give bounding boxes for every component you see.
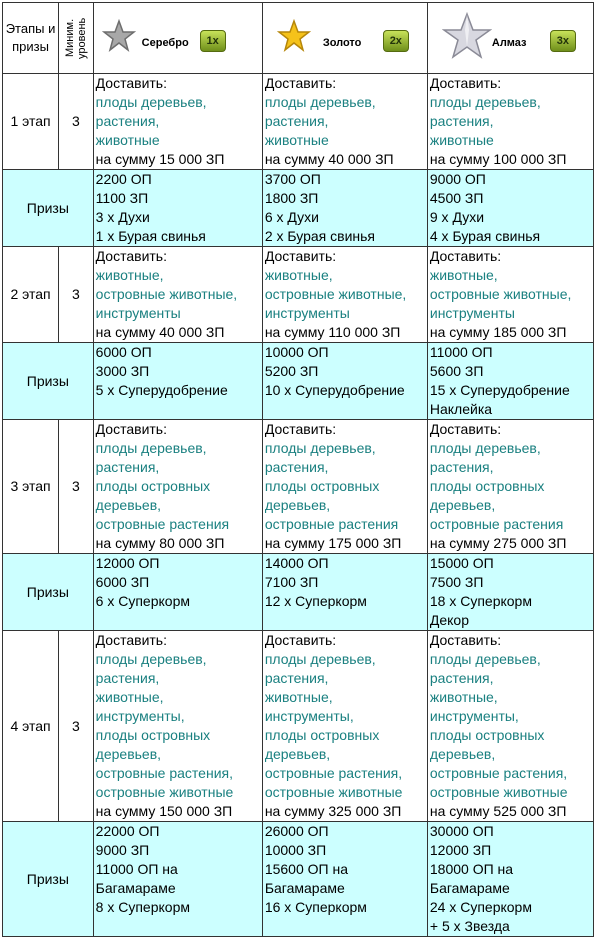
- cell-line: плоды островных: [264, 727, 380, 743]
- cell-line: 30000 ОП: [429, 823, 494, 839]
- task-cell-diamond: [427, 74, 593, 170]
- cell-line: плоды деревьев,: [264, 94, 376, 110]
- task-cell-gold: [262, 420, 427, 554]
- cell-line: 12 х Суперкорм: [264, 593, 367, 609]
- cell-line: островные животные: [429, 784, 568, 800]
- cell-line: 18000 ОП на: [429, 861, 514, 877]
- cell-line: растения,: [95, 113, 160, 129]
- cell-line: плоды деревьев,: [429, 651, 541, 667]
- task-cell-silver: [93, 420, 262, 554]
- cell-line: на сумму 150 000 ЗП: [95, 803, 233, 819]
- cell-line: плоды островных: [95, 478, 211, 494]
- cell-line: 4 х Бурая свинья: [429, 228, 541, 244]
- min-level-value: 3: [59, 247, 94, 343]
- prize-cell-gold: [262, 170, 427, 247]
- cell-line: 16 х Суперкорм: [264, 899, 367, 915]
- cell-line: 8 х Суперкорм: [95, 899, 190, 915]
- cell-line: растения,: [264, 113, 329, 129]
- cell-line: 15600 ОП на: [264, 861, 348, 877]
- cell-line: 6000 ОП: [95, 344, 152, 360]
- cell-line: Багамараме: [264, 880, 345, 896]
- cell-line: плоды деревьев,: [95, 94, 207, 110]
- cell-line: на сумму 110 000 ЗП: [264, 324, 401, 340]
- prize-label: Призы: [3, 554, 94, 631]
- tier-header-diamond: [427, 3, 593, 74]
- cell-line: плоды деревьев,: [264, 440, 376, 456]
- cell-line: 11000 ОП: [429, 344, 493, 360]
- cell-line: растения,: [264, 670, 329, 686]
- cell-line: Доставить:: [429, 421, 502, 437]
- cell-line: плоды островных: [95, 727, 211, 743]
- prize-row: [3, 822, 594, 937]
- cell-line: Доставить:: [95, 632, 167, 648]
- cell-line: на сумму 15 000 ЗП: [95, 151, 225, 167]
- cell-line: 15 х Суперудобрение: [429, 382, 570, 398]
- cell-line: 6000 ЗП: [95, 574, 150, 590]
- task-cell-silver: [93, 74, 262, 170]
- tier-diamond: [428, 3, 593, 73]
- cell-line: Доставить:: [429, 632, 502, 648]
- prize-cell-silver: [93, 170, 262, 247]
- cell-line: островные животные,: [264, 286, 407, 302]
- cell-line: 7500 ЗП: [429, 574, 484, 590]
- cell-line: на сумму 80 000 ЗП: [95, 535, 225, 551]
- level-column-header: [59, 3, 94, 74]
- cell-line: островные животные,: [95, 286, 238, 302]
- cell-line: 24 х Суперкорм: [429, 899, 532, 915]
- min-level-value: 3: [59, 631, 94, 822]
- cell-line: инструменты: [264, 305, 350, 321]
- cell-line: 6 х Духи: [264, 209, 319, 225]
- diamond-star-icon: [442, 11, 492, 61]
- prize-cell-diamond: [427, 343, 593, 420]
- cell-line: растения,: [95, 459, 160, 475]
- cell-line: на сумму 525 000 ЗП: [429, 803, 567, 819]
- cell-line: 14000 ОП: [264, 555, 329, 571]
- prize-row: [3, 170, 594, 247]
- cell-line: 10000 ЗП: [264, 842, 327, 858]
- cell-line: деревьев,: [429, 746, 496, 762]
- min-level-value: 3: [59, 420, 94, 554]
- cell-line: 2 х Бурая свинья: [264, 228, 376, 244]
- tier-name-diamond: Алмаз: [491, 37, 527, 49]
- prize-label: Призы: [3, 822, 94, 937]
- cell-line: 3000 ЗП: [95, 363, 150, 379]
- cell-line: инструменты,: [95, 708, 185, 724]
- task-cell-silver: [93, 247, 262, 343]
- prize-cell-gold: [262, 343, 427, 420]
- cell-line: 22000 ОП: [95, 823, 160, 839]
- cell-line: Доставить:: [95, 75, 167, 91]
- cell-line: животные: [429, 132, 494, 148]
- cell-line: инструменты: [95, 305, 181, 321]
- cell-line: островные растения: [429, 516, 564, 532]
- cell-line: на сумму 325 000 ЗП: [264, 803, 402, 819]
- task-cell-diamond: [427, 420, 593, 554]
- cell-line: 1800 ЗП: [264, 190, 319, 206]
- cell-line: животные,: [264, 689, 333, 705]
- stage-row: [3, 420, 594, 554]
- multiplier-badge-1x: 1x: [200, 30, 226, 52]
- stage-column-header: [3, 3, 59, 74]
- tier-header-gold: [262, 3, 427, 74]
- tier-name-silver: Серебро: [141, 37, 189, 49]
- tier-name-gold: Золото: [322, 37, 362, 49]
- cell-line: растения,: [264, 459, 329, 475]
- stage-label: 3 этап: [3, 420, 59, 554]
- cell-line: животные,: [429, 689, 498, 705]
- cell-line: Доставить:: [429, 75, 502, 91]
- cell-line: 15000 ОП: [429, 555, 494, 571]
- prize-row: [3, 343, 594, 420]
- prize-cell-diamond: [427, 554, 593, 631]
- cell-line: плоды деревьев,: [429, 94, 541, 110]
- cell-line: плоды деревьев,: [95, 440, 207, 456]
- cell-line: Доставить:: [264, 75, 337, 91]
- cell-line: на сумму 175 000 ЗП: [264, 535, 402, 551]
- cell-line: на сумму 100 000 ЗП: [429, 151, 567, 167]
- silver-star-icon: [102, 19, 136, 53]
- cell-line: животные,: [95, 689, 164, 705]
- prize-cell-diamond: [427, 822, 593, 937]
- cell-line: 5600 ЗП: [429, 363, 484, 379]
- prize-cell-silver: [93, 822, 262, 937]
- cell-line: животные,: [429, 267, 498, 283]
- tier-header-silver: [93, 3, 262, 74]
- cell-line: Доставить:: [95, 421, 167, 437]
- cell-line: 7100 ЗП: [264, 574, 319, 590]
- prize-cell-diamond: [427, 170, 593, 247]
- cell-line: Доставить:: [429, 248, 502, 264]
- min-level-value: 3: [59, 74, 94, 170]
- task-cell-gold: [262, 74, 427, 170]
- task-cell-diamond: [427, 631, 593, 822]
- stage-row: [3, 74, 594, 170]
- cell-line: растения,: [95, 670, 160, 686]
- cell-line: 9000 ЗП: [95, 842, 150, 858]
- cell-line: 5200 ЗП: [264, 363, 319, 379]
- cell-line: 12000 ЗП: [429, 842, 492, 858]
- multiplier-badge-3x: 3x: [550, 30, 576, 52]
- cell-line: Наклейка: [429, 401, 493, 417]
- cell-line: Доставить:: [264, 632, 337, 648]
- cell-line: 18 х Суперкорм: [429, 593, 532, 609]
- cell-line: растения,: [429, 113, 494, 129]
- gold-star-icon: [277, 19, 311, 53]
- cell-line: деревьев,: [264, 497, 331, 513]
- cell-line: деревьев,: [95, 497, 162, 513]
- stage-label: 4 этап: [3, 631, 59, 822]
- task-cell-gold: [262, 631, 427, 822]
- table-body: [3, 74, 594, 937]
- stage-row: [3, 631, 594, 822]
- cell-line: плоды деревьев,: [429, 440, 541, 456]
- cell-line: 10 х Суперудобрение: [264, 382, 405, 398]
- cell-line: Декор: [429, 612, 469, 628]
- cell-line: + 5 х Звезда: [429, 918, 510, 934]
- stage-label: 2 этап: [3, 247, 59, 343]
- cell-line: растения,: [429, 459, 494, 475]
- header-row: [3, 3, 594, 74]
- cell-line: на сумму 40 000 ЗП: [95, 324, 225, 340]
- prize-cell-gold: [262, 554, 427, 631]
- cell-line: плоды островных: [429, 478, 545, 494]
- stage-column-label: Этапы и призы: [5, 21, 56, 54]
- prize-label: Призы: [3, 343, 94, 420]
- cell-line: 1 х Бурая свинья: [95, 228, 206, 244]
- cell-line: 2200 ОП: [95, 171, 152, 187]
- cell-line: 4500 ЗП: [429, 190, 484, 206]
- cell-line: островные животные: [95, 784, 234, 800]
- cell-line: растения,: [429, 670, 494, 686]
- cell-line: животные: [264, 132, 329, 148]
- cell-line: плоды островных: [264, 478, 380, 494]
- prize-cell-gold: [262, 822, 427, 937]
- cell-line: островные растения: [95, 516, 230, 532]
- task-cell-silver: [93, 631, 262, 822]
- cell-line: островные растения: [264, 516, 399, 532]
- cell-line: инструменты,: [429, 708, 519, 724]
- tier-gold: [263, 3, 427, 73]
- task-cell-gold: [262, 247, 427, 343]
- cell-line: плоды островных: [429, 727, 545, 743]
- prize-row: [3, 554, 594, 631]
- cell-line: 6 х Суперкорм: [95, 593, 190, 609]
- cell-line: 11000 ОП на: [95, 861, 178, 877]
- cell-line: 9 х Духи: [429, 209, 485, 225]
- cell-line: на сумму 275 000 ЗП: [429, 535, 567, 551]
- prize-cell-silver: [93, 554, 262, 631]
- stage-row: [3, 247, 594, 343]
- cell-line: инструменты: [429, 305, 515, 321]
- task-cell-diamond: [427, 247, 593, 343]
- cell-line: животные: [95, 132, 160, 148]
- event-stages-table: [2, 2, 594, 937]
- stage-label: 1 этап: [3, 74, 59, 170]
- cell-line: 10000 ОП: [264, 344, 329, 360]
- cell-line: островные животные,: [429, 286, 572, 302]
- cell-line: Доставить:: [95, 248, 167, 264]
- cell-line: островные растения,: [95, 765, 233, 781]
- cell-line: 26000 ОП: [264, 823, 329, 839]
- cell-line: Багамараме: [95, 880, 176, 896]
- level-column-label: Миним. уровень: [63, 17, 88, 59]
- cell-line: деревьев,: [264, 746, 331, 762]
- prize-label: Призы: [3, 170, 94, 247]
- cell-line: 9000 ОП: [429, 171, 486, 187]
- cell-line: 12000 ОП: [95, 555, 160, 571]
- multiplier-badge-2x: 2x: [383, 30, 409, 52]
- prize-cell-silver: [93, 343, 262, 420]
- cell-line: на сумму 40 000 ЗП: [264, 151, 394, 167]
- cell-line: 3 х Духи: [95, 209, 150, 225]
- cell-line: на сумму 185 000 ЗП: [429, 324, 567, 340]
- cell-line: Багамараме: [429, 880, 510, 896]
- cell-line: животные,: [95, 267, 164, 283]
- cell-line: деревьев,: [429, 497, 496, 513]
- cell-line: плоды деревьев,: [95, 651, 207, 667]
- cell-line: плоды деревьев,: [264, 651, 376, 667]
- cell-line: деревьев,: [95, 746, 162, 762]
- cell-line: животные,: [264, 267, 333, 283]
- cell-line: 1100 ЗП: [95, 190, 149, 206]
- cell-line: 5 х Суперудобрение: [95, 382, 228, 398]
- cell-line: инструменты,: [264, 708, 354, 724]
- cell-line: 3700 ОП: [264, 171, 321, 187]
- cell-line: островные животные: [264, 784, 403, 800]
- tier-silver: [94, 3, 262, 73]
- cell-line: Доставить:: [264, 421, 337, 437]
- cell-line: островные растения,: [429, 765, 568, 781]
- cell-line: Доставить:: [264, 248, 337, 264]
- cell-line: островные растения,: [264, 765, 403, 781]
